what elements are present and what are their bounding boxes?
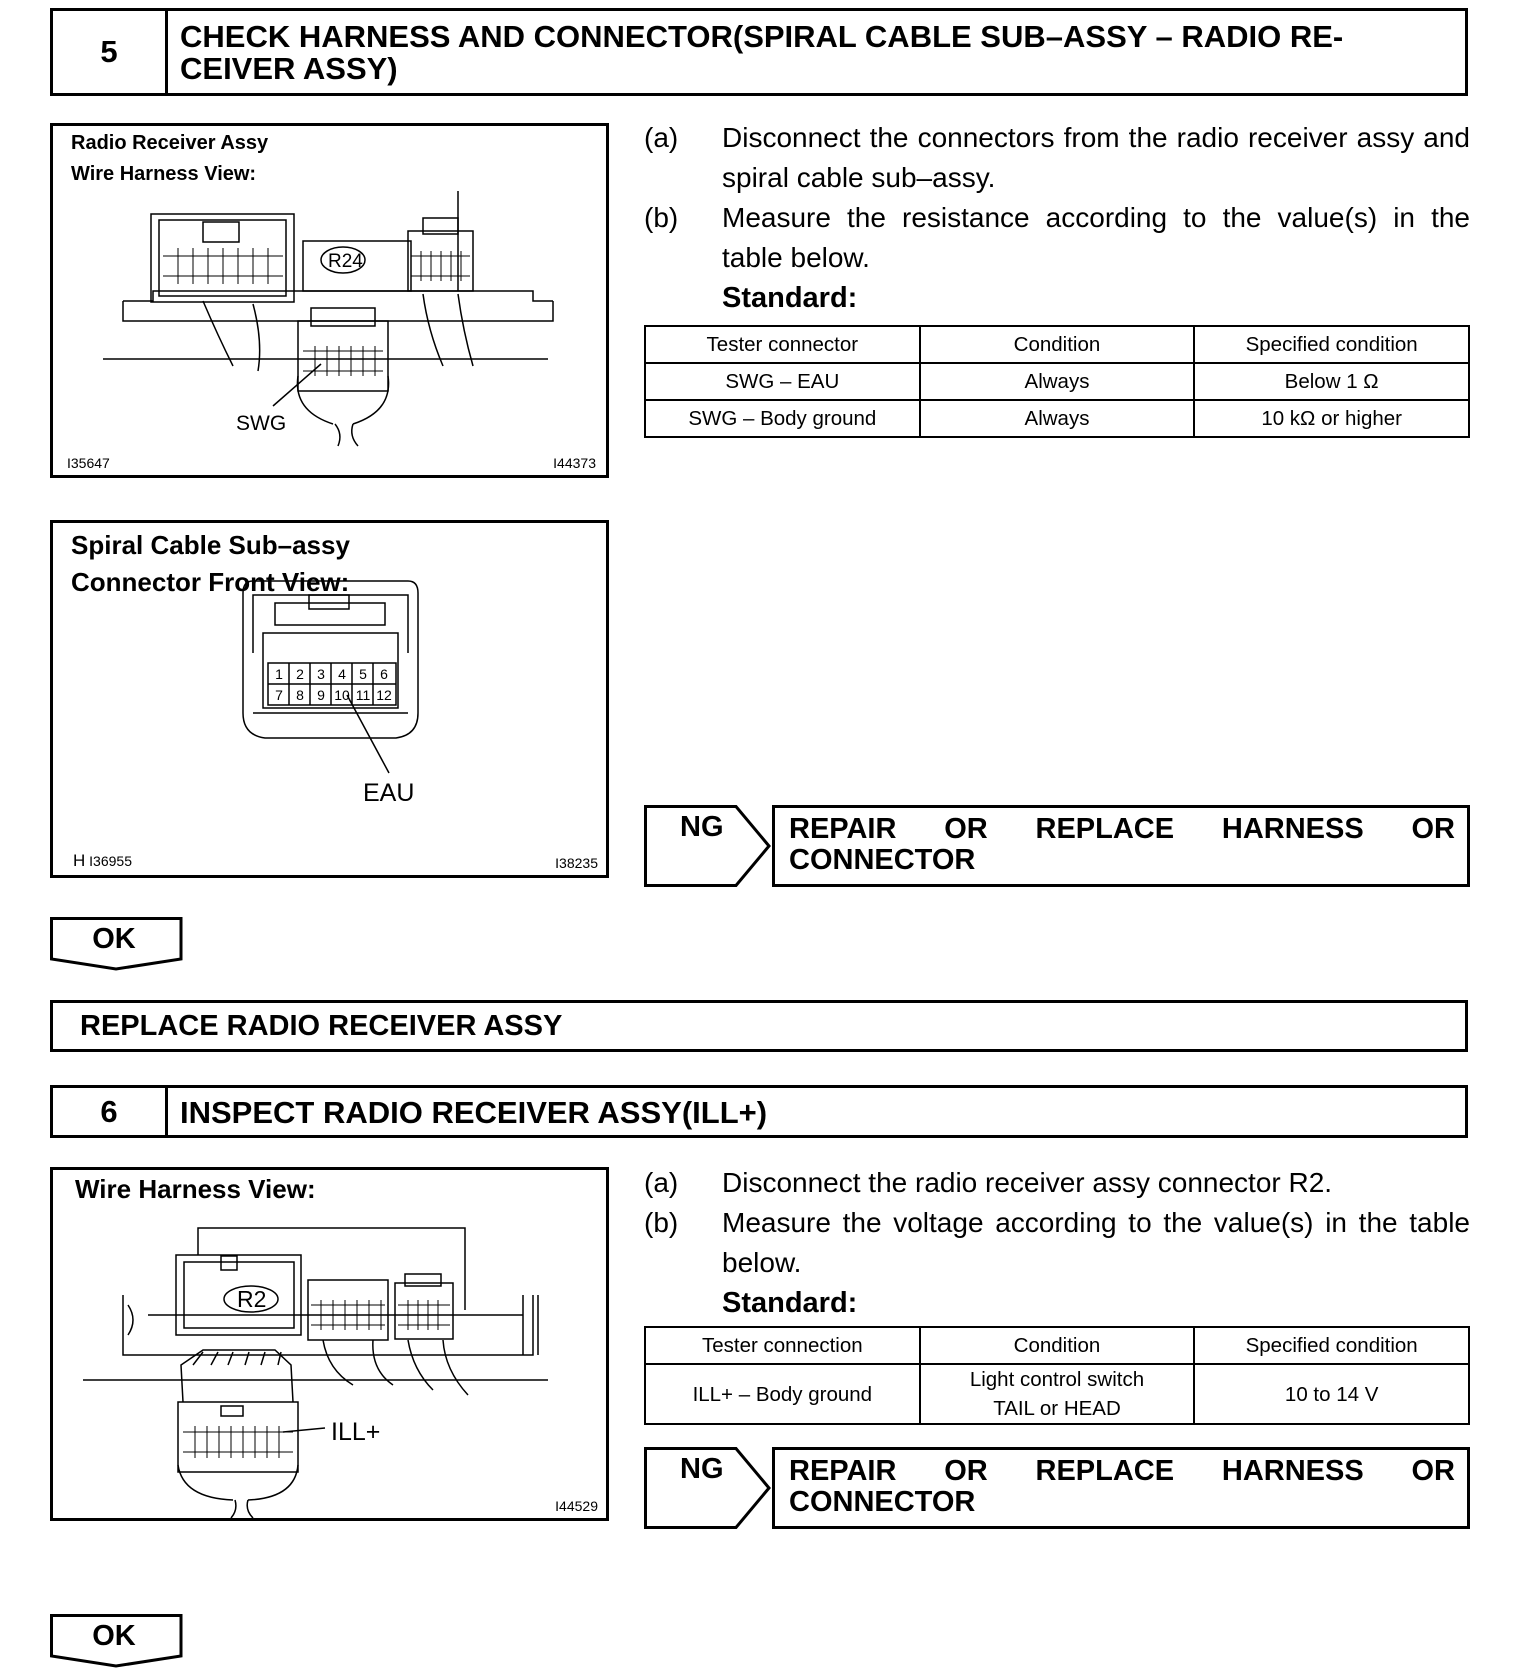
figure-title: Wire Harness View:	[75, 1174, 316, 1204]
figure-title-line2: Connector Front View:	[71, 567, 350, 597]
pin-2: 2	[296, 666, 304, 682]
pin-12: 12	[376, 687, 392, 703]
pin-11: 11	[355, 687, 371, 703]
step-number: 6	[53, 1088, 168, 1135]
connector-label-r24: R24	[328, 251, 363, 272]
pin-7: 7	[275, 687, 283, 703]
figure-title	[71, 128, 268, 190]
table-header-row	[645, 326, 1469, 363]
table-header: Tester connection	[645, 1327, 920, 1364]
figure-code-prefix: H	[73, 851, 86, 870]
instruction-b	[644, 1203, 1470, 1283]
instruction-a	[644, 1163, 1470, 1203]
instruction-label: (a)	[644, 1167, 679, 1198]
table-header: Condition	[920, 326, 1195, 363]
instruction-text: Disconnect the radio receiver assy connector R2.	[722, 1167, 1333, 1198]
pin-label-swg: SWG	[236, 412, 287, 435]
figure-title-line2: Wire Harness View:	[71, 163, 257, 185]
ng-action-line2: CONNECTOR	[789, 844, 976, 876]
ng-arrow-tag	[644, 1447, 772, 1529]
radio-receiver-r2-drawing	[53, 1170, 606, 1518]
table-header-row	[645, 1327, 1469, 1364]
step-6-ok-tag	[50, 1614, 184, 1668]
spiral-cable-connector-figure	[50, 520, 609, 878]
ng-action-line2: CONNECTOR	[789, 1486, 976, 1518]
figure-code-left-text: I36955	[89, 853, 132, 869]
figure-title-line1: Radio Receiver Assy	[71, 132, 269, 154]
table-cell: Always	[920, 363, 1195, 400]
ng-label: NG	[680, 811, 724, 843]
table-header: Specified condition	[1194, 326, 1469, 363]
pin-9: 9	[317, 687, 325, 703]
figure-code-left: I35647	[67, 455, 110, 471]
ng-arrow-tag	[644, 805, 772, 887]
step-6-ng-result	[644, 1447, 1470, 1529]
pin-label-eau: EAU	[363, 779, 415, 807]
pin-5: 5	[359, 666, 367, 682]
figure-code-right: I44529	[555, 1498, 598, 1514]
table-header: Tester connector	[645, 326, 920, 363]
pin-label-ill: ILL+	[331, 1418, 381, 1446]
figure-title	[71, 527, 350, 601]
figure-code-right: I38235	[555, 855, 598, 871]
step-6-instructions	[644, 1163, 1470, 1323]
pin-1: 1	[275, 666, 283, 682]
step-5-ng-result	[644, 805, 1470, 887]
ok-label: OK	[92, 923, 136, 955]
table-header: Condition	[920, 1327, 1195, 1364]
step-5-result: REPLACE RADIO RECEIVER ASSY	[50, 1000, 1468, 1052]
instruction-text: Measure the resistance according to the value(s) in the table below.	[722, 202, 1470, 273]
table-cell: Always	[920, 400, 1195, 437]
instruction-a	[644, 118, 1470, 198]
step-5-spec-table	[644, 325, 1470, 438]
radio-receiver-harness-figure	[50, 123, 609, 478]
radio-receiver-ill-figure	[50, 1167, 609, 1521]
table-row	[645, 1364, 1469, 1424]
standard-label: Standard:	[722, 282, 858, 314]
instruction-label: (b)	[644, 1207, 679, 1238]
ng-label: NG	[680, 1453, 724, 1485]
table-cell: Below 1 Ω	[1194, 363, 1469, 400]
table-cell: Light control switch TAIL or HEAD	[920, 1364, 1195, 1424]
instruction-b	[644, 198, 1470, 278]
ng-action	[772, 805, 1470, 887]
pin-10: 10	[334, 687, 350, 703]
step-title: CHECK HARNESS AND CONNECTOR(SPIRAL CABLE SUB–ASSY – RADIO RE- CEIVER ASSY)	[180, 19, 1344, 86]
ng-action	[772, 1447, 1470, 1529]
table-row	[645, 400, 1469, 437]
standard-label: Standard:	[722, 1287, 858, 1319]
step-6-header	[50, 1085, 1468, 1138]
step-6-spec-table	[644, 1326, 1470, 1425]
ng-action-line1: REPAIR OR REPLACE HARNESS OR	[789, 1455, 1455, 1487]
step-5-instructions	[644, 118, 1470, 318]
pin-4: 4	[338, 666, 346, 682]
table-header: Specified condition	[1194, 1327, 1469, 1364]
table-cell: 10 to 14 V	[1194, 1364, 1469, 1424]
step-title: INSPECT RADIO RECEIVER ASSY(ILL+)	[180, 1094, 768, 1130]
step-5-header	[50, 8, 1468, 96]
ok-label: OK	[92, 1620, 136, 1652]
ng-action-line1: REPAIR OR REPLACE HARNESS OR	[789, 813, 1455, 845]
figure-code-right: I44373	[553, 455, 596, 471]
figure-code-left	[73, 851, 132, 871]
instruction-text: Disconnect the connectors from the radio receiver assy and spiral cable sub–assy.	[722, 122, 1470, 193]
table-cell: 10 kΩ or higher	[1194, 400, 1469, 437]
figure-title-line1: Spiral Cable Sub–assy	[71, 530, 350, 560]
instruction-text: Measure the voltage according to the value(s) in the table below.	[722, 1207, 1470, 1278]
table-cell: SWG – EAU	[645, 363, 920, 400]
table-row	[645, 363, 1469, 400]
pin-8: 8	[296, 687, 304, 703]
pin-3: 3	[317, 666, 325, 682]
step-5-ok-tag	[50, 917, 184, 971]
table-cell: ILL+ – Body ground	[645, 1364, 920, 1424]
pin-6: 6	[380, 666, 388, 682]
table-cell: SWG – Body ground	[645, 400, 920, 437]
instruction-label: (a)	[644, 122, 679, 153]
connector-label-r2: R2	[237, 1286, 267, 1312]
instruction-label: (b)	[644, 202, 679, 233]
step-number: 5	[53, 11, 168, 93]
